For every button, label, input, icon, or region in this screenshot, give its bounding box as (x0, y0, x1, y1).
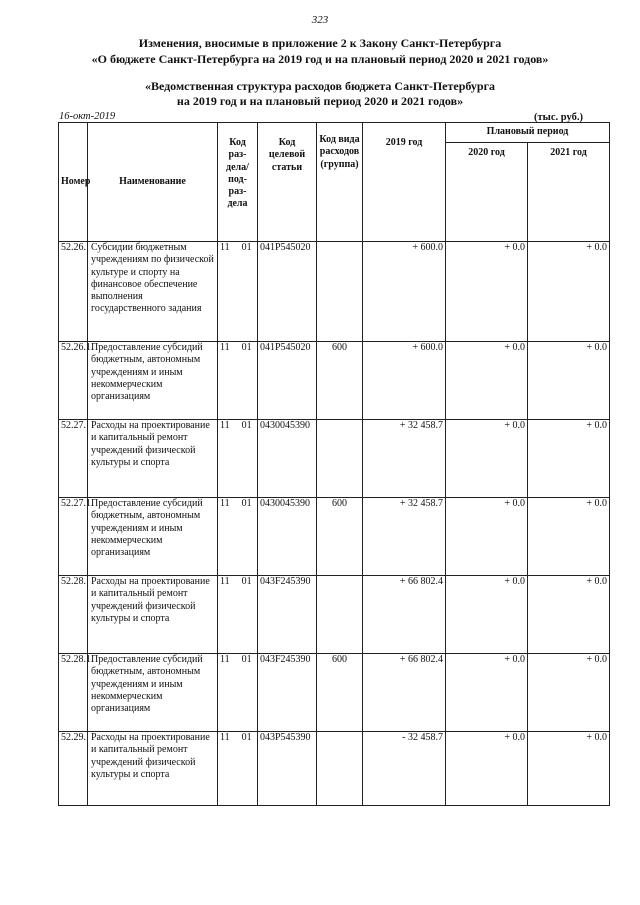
row-podrazdel: 01 (241, 654, 252, 665)
row-2019: + 66 802.4 (363, 576, 446, 654)
table-row (59, 498, 610, 576)
row-number: 52.28.1. (59, 654, 88, 732)
row-name: Расходы на проектирование и капитальный ремонт учреждений физической культуры и спорта (88, 420, 218, 498)
row-vr (317, 576, 363, 654)
table-row (59, 576, 610, 654)
row-name: Предоставление субсидий бюджетным, автономным учреждениям и иным некоммерческим организациям (88, 342, 218, 420)
row-name: Субсидии бюджетным учреждениям по физической культуре и спорту на финансовое обеспечение выполнения государственного задания (88, 242, 218, 342)
row-number: 52.28. (59, 576, 88, 654)
row-section (218, 732, 258, 806)
page-number: 323 (311, 14, 329, 26)
row-2019: + 600.0 (363, 342, 446, 420)
row-2021: + 0.0 (528, 342, 610, 420)
units-label: (тыс. руб.) (534, 112, 583, 123)
table-row (59, 342, 610, 420)
row-name: Расходы на проектирование и капитальный ремонт учреждений физической культуры и спорта (88, 732, 218, 806)
title-line-2: «О бюджете Санкт-Петербурга на 2019 год и на плановый период 2020 и 2021 годов» (91, 52, 549, 66)
row-csr: 043P545390 (258, 732, 317, 806)
table-row (59, 732, 610, 806)
header-2019: 2019 год (363, 123, 446, 242)
row-podrazdel: 01 (241, 576, 252, 587)
row-razdel: 11 (220, 242, 230, 253)
header-2021: 2021 год (528, 143, 610, 242)
header-section: Код раз-дела/ под-раз-дела (218, 123, 258, 242)
row-section (218, 242, 258, 342)
row-section (218, 654, 258, 732)
row-section (218, 498, 258, 576)
table-row (59, 420, 610, 498)
row-csr: 043F245390 (258, 654, 317, 732)
row-podrazdel: 01 (241, 342, 252, 353)
row-2020: + 0.0 (446, 342, 528, 420)
table-row (59, 654, 610, 732)
row-2019: - 32 458.7 (363, 732, 446, 806)
row-podrazdel: 01 (241, 732, 252, 743)
row-2021: + 0.0 (528, 242, 610, 342)
row-razdel: 11 (220, 732, 230, 743)
header-name: Наименование (88, 123, 218, 242)
row-razdel: 11 (220, 654, 230, 665)
row-2019: + 32 458.7 (363, 420, 446, 498)
row-number: 52.27.1. (59, 498, 88, 576)
row-csr: 041P545020 (258, 242, 317, 342)
row-2019: + 32 458.7 (363, 498, 446, 576)
table-header (59, 123, 610, 242)
row-vr (317, 420, 363, 498)
row-csr: 0430045390 (258, 498, 317, 576)
row-2019: + 66 802.4 (363, 654, 446, 732)
row-podrazdel: 01 (241, 498, 252, 509)
row-csr: 0430045390 (258, 420, 317, 498)
row-number: 52.29. (59, 732, 88, 806)
subtitle-line-1: «Ведомственная структура расходов бюджета Санкт-Петербурга (144, 79, 496, 93)
row-2021: + 0.0 (528, 654, 610, 732)
row-csr: 043F245390 (258, 576, 317, 654)
row-vr: 600 (317, 654, 363, 732)
row-razdel: 11 (220, 498, 230, 509)
row-name: Предоставление субсидий бюджетным, автономным учреждениям и иным некоммерческим организациям (88, 654, 218, 732)
document-date: 16-окт-2019 (59, 111, 116, 122)
row-vr (317, 732, 363, 806)
row-razdel: 11 (220, 342, 230, 353)
row-2020: + 0.0 (446, 654, 528, 732)
row-number: 52.27. (59, 420, 88, 498)
table-row (59, 242, 610, 342)
header-vr: Код вида расходов (группа) (317, 123, 363, 242)
row-number: 52.26.1. (59, 342, 88, 420)
row-2020: + 0.0 (446, 242, 528, 342)
budget-table (58, 122, 610, 806)
table-body (59, 242, 610, 806)
row-section (218, 420, 258, 498)
row-2020: + 0.0 (446, 420, 528, 498)
title-line-1: Изменения, вносимые в приложение 2 к Закону Санкт-Петербурга (138, 36, 502, 50)
row-2020: + 0.0 (446, 498, 528, 576)
row-podrazdel: 01 (241, 420, 252, 431)
row-2019: + 600.0 (363, 242, 446, 342)
header-planned-period: Плановый период (446, 123, 610, 143)
row-2021: + 0.0 (528, 498, 610, 576)
row-2020: + 0.0 (446, 576, 528, 654)
row-vr: 600 (317, 498, 363, 576)
row-csr: 041P545020 (258, 342, 317, 420)
row-name: Расходы на проектирование и капитальный ремонт учреждений физической культуры и спорта (88, 576, 218, 654)
document-title (0, 35, 640, 67)
row-name: Предоставление субсидий бюджетным, автономным учреждениям и иным некоммерческим организациям (88, 498, 218, 576)
row-razdel: 11 (220, 420, 230, 431)
row-podrazdel: 01 (241, 242, 252, 253)
row-2021: + 0.0 (528, 732, 610, 806)
row-razdel: 11 (220, 576, 230, 587)
row-number: 52.26. (59, 242, 88, 342)
row-2021: + 0.0 (528, 576, 610, 654)
row-section (218, 576, 258, 654)
row-section (218, 342, 258, 420)
row-2021: + 0.0 (528, 420, 610, 498)
subtitle-line-2: на 2019 год и на плановый период 2020 и 2021 годов» (176, 94, 464, 108)
document-subtitle (0, 79, 640, 109)
row-vr: 600 (317, 342, 363, 420)
row-vr (317, 242, 363, 342)
header-csr: Код целевой статьи (258, 123, 317, 242)
header-2020: 2020 год (446, 143, 528, 242)
row-2020: + 0.0 (446, 732, 528, 806)
header-number: Номер (59, 123, 88, 242)
